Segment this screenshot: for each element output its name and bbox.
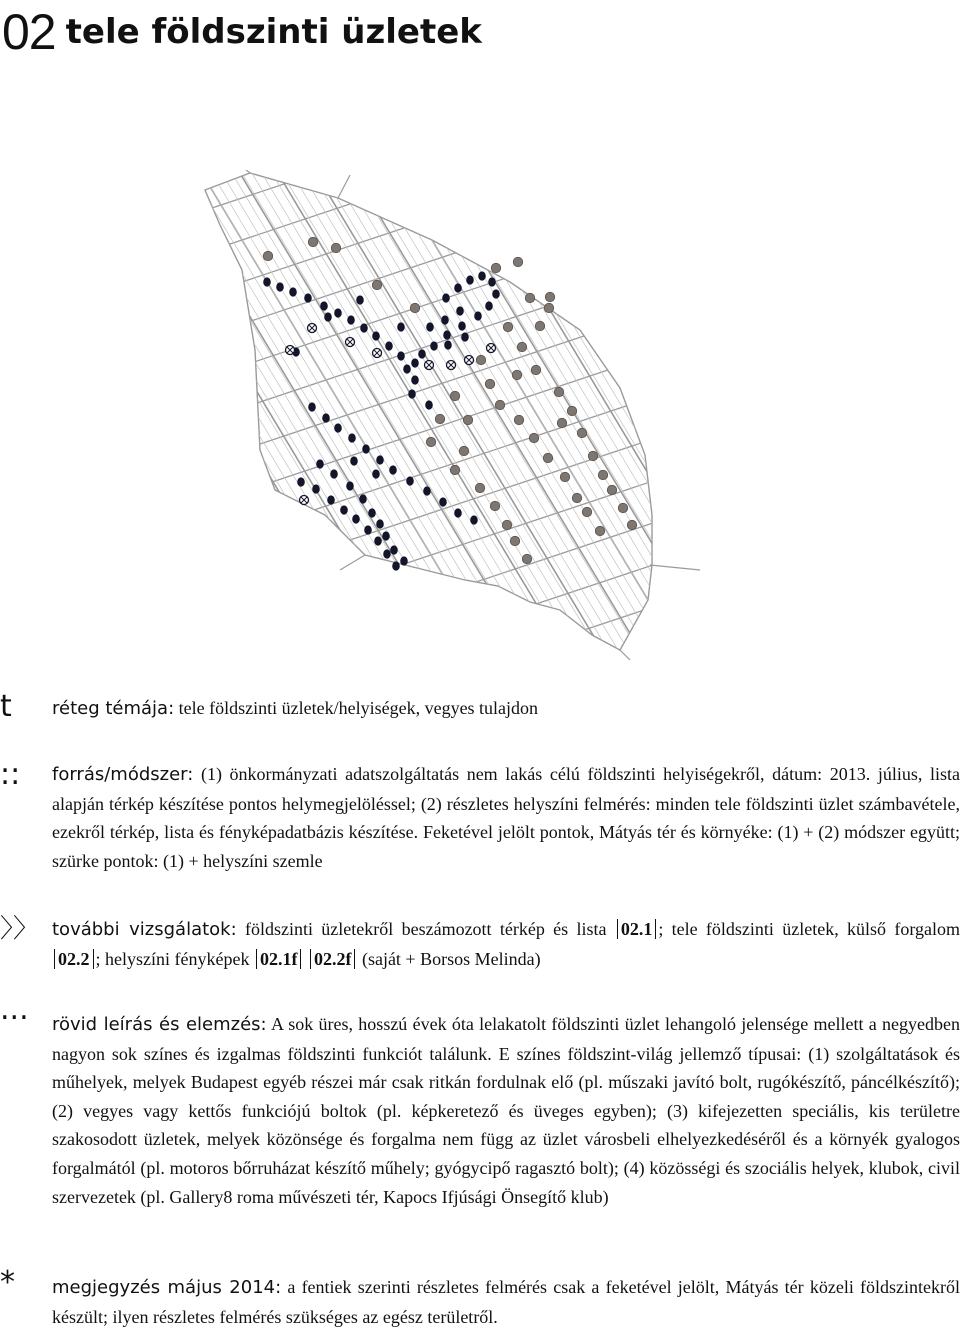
dark-point <box>470 515 478 524</box>
dark-point <box>376 455 384 464</box>
grey-point <box>510 536 520 546</box>
dark-point <box>444 340 452 349</box>
dark-point <box>390 545 398 554</box>
dark-point <box>334 308 342 317</box>
dark-point <box>492 289 500 298</box>
dark-point <box>372 469 380 478</box>
grey-point <box>544 303 554 313</box>
dark-point <box>458 321 466 330</box>
tovabbi-text-1: földszinti üzletekről beszámozott térkép és lista <box>245 919 607 939</box>
section-tovabbi <box>52 915 960 973</box>
grey-point <box>263 251 273 261</box>
grey-point <box>545 292 555 302</box>
crossed-point <box>465 356 474 365</box>
dark-point <box>406 476 414 485</box>
grey-point <box>543 453 553 463</box>
dark-point <box>324 312 332 321</box>
grey-point <box>490 501 500 511</box>
dark-point <box>456 306 464 315</box>
ref-02-1f: 02.1f <box>256 949 302 969</box>
dark-point <box>297 477 305 486</box>
grey-point <box>618 503 628 513</box>
grey-point <box>410 303 420 313</box>
dark-point <box>327 495 335 504</box>
dark-point <box>383 549 391 558</box>
dark-point <box>347 315 355 324</box>
dark-point <box>334 423 342 432</box>
crossed-point <box>346 338 355 347</box>
dark-point <box>308 402 316 411</box>
district-map <box>200 170 720 660</box>
rovid-text: A sok üres, hosszú évek óta lelakatolt földszinti üzlet lehangoló jelensége mellett a negyedben nagyon sok színes és izgalmas földszinti funkciót találunk. E színes földszint-világ jellemző típusai: (1) szolgáltatások és műhelyek, melyek Budapest egyéb részei már csak ritkán fordulnak elő (pl. műszaki javító bolt, rugókészítő, páncélkészítő); (2) vegyes vagy kettős funkciójú boltok (pl. képkeretező és üveges egyben); (3) kifejezetten speciális, kis területre szakosodott üzletek, melyek közönsége és forgalma nem függ az üzlet városbeli elhelyezkedéséről és a környék gyalogos forgalmától (pl. motoros bőrruházat készítő műhely; gyógycipő ragasztó bolt); (4) közösségi és szociális helyek, klubok, civil szervezetek (pl. Gallery8 roma művészeti tér, Kapocs Ifjúsági Önsegítő klub) <box>52 1014 960 1207</box>
dark-point <box>442 293 450 302</box>
dark-point <box>374 536 382 545</box>
grey-point <box>502 520 512 530</box>
dark-point <box>411 375 419 384</box>
marker-t: t <box>0 689 12 724</box>
crossed-point <box>308 324 317 333</box>
grey-point <box>491 263 501 273</box>
crossed-point <box>487 344 496 353</box>
dark-point <box>443 330 451 339</box>
grey-point <box>426 437 436 447</box>
grey-point <box>572 493 582 503</box>
rovid-label: rövid leírás és elemzés: <box>52 1014 267 1035</box>
grey-point <box>331 243 341 253</box>
ref-02-2f: 02.2f <box>310 949 356 969</box>
grey-point <box>595 526 605 536</box>
crossed-point <box>447 361 456 370</box>
dark-point <box>461 332 469 341</box>
dark-point <box>408 389 416 398</box>
grey-point <box>450 465 460 475</box>
dark-point <box>430 341 438 350</box>
dark-point <box>392 561 400 570</box>
dark-point <box>304 293 312 302</box>
dark-point <box>488 277 496 286</box>
dark-point <box>372 331 380 340</box>
tovabbi-text-3: ; helyszíni fényképek <box>95 948 250 969</box>
dark-point <box>348 433 356 442</box>
dark-point <box>418 349 426 358</box>
grey-point <box>522 554 532 564</box>
section-megjegyzes <box>52 1273 960 1331</box>
grey-point <box>513 257 523 267</box>
dark-point <box>454 283 462 292</box>
grey-point <box>459 446 469 456</box>
grey-point <box>503 322 513 332</box>
grey-point <box>435 414 445 424</box>
dark-point <box>426 322 434 331</box>
grey-point <box>495 400 505 410</box>
crossed-point <box>286 346 295 355</box>
page-title <box>2 2 482 62</box>
dark-point <box>400 556 408 565</box>
crossed-point <box>425 361 434 370</box>
chapter-number: 02 <box>2 4 56 60</box>
grey-point <box>531 365 541 375</box>
dark-point <box>364 525 372 534</box>
dark-point <box>478 271 486 280</box>
grey-point <box>517 342 527 352</box>
dark-point <box>289 287 297 296</box>
dark-point <box>352 514 360 523</box>
dark-point <box>389 465 397 474</box>
dark-point <box>485 301 493 310</box>
dark-point <box>312 484 320 493</box>
section-reteg <box>52 694 960 724</box>
dark-point <box>320 301 328 310</box>
forras-label: forrás/módszer: <box>52 764 194 785</box>
dark-point <box>403 364 411 373</box>
map-streets <box>200 170 720 660</box>
crossed-point <box>300 496 309 505</box>
dark-point <box>474 311 482 320</box>
dark-point <box>439 497 447 506</box>
dark-point <box>263 277 271 286</box>
dark-point <box>441 315 449 324</box>
dark-point <box>397 322 405 331</box>
grey-point <box>607 485 617 495</box>
dark-point <box>466 275 474 284</box>
section-forras <box>52 760 960 875</box>
reteg-label: réteg témája: <box>52 698 175 719</box>
reteg-text: tele földszinti üzletek/helyiségek, vegyes tulajdon <box>178 698 539 718</box>
dark-point <box>322 413 330 422</box>
grey-point <box>485 379 495 389</box>
dark-point <box>316 459 324 468</box>
section-rovid <box>52 1010 960 1211</box>
map-blocks <box>200 170 720 660</box>
grey-point <box>525 293 535 303</box>
grey-point <box>475 483 485 493</box>
grey-point <box>529 433 539 443</box>
grey-point <box>567 406 577 416</box>
dark-point <box>397 351 405 360</box>
grey-point <box>450 391 460 401</box>
grey-point <box>598 470 608 480</box>
tovabbi-label: további vizsgálatok: <box>52 919 237 940</box>
dark-point <box>362 444 370 453</box>
dark-point <box>368 508 376 517</box>
tovabbi-text-2: ; tele földszinti üzletek, külső forgalom <box>658 919 960 939</box>
grey-point <box>535 321 545 331</box>
dark-point <box>356 295 364 304</box>
grey-point <box>512 370 522 380</box>
dark-point <box>330 469 338 478</box>
grey-point <box>582 507 592 517</box>
dark-point <box>382 531 390 540</box>
grey-point <box>308 237 318 247</box>
grey-point <box>514 415 524 425</box>
dark-point <box>360 323 368 332</box>
marker-megjegyzes: * <box>0 1265 15 1300</box>
marker-tovabbi: 〉〉 <box>0 914 40 944</box>
grey-point <box>557 418 567 428</box>
ref-02-1: 02.1 <box>617 919 657 939</box>
grey-point <box>560 472 570 482</box>
megjegyzes-label: megjegyzés május 2014: <box>52 1277 282 1298</box>
marker-forras: :: <box>0 757 21 792</box>
grey-point <box>577 428 587 438</box>
dark-point <box>276 282 284 291</box>
crossed-point <box>373 349 382 358</box>
marker-rovid: ... <box>0 992 29 1027</box>
tovabbi-text-4: (saját + Borsos Melinda) <box>361 948 541 969</box>
grey-point <box>588 451 598 461</box>
grey-point <box>463 415 473 425</box>
dark-point <box>385 341 393 350</box>
dark-point <box>346 481 354 490</box>
dark-point <box>454 508 462 517</box>
chapter-title: tele földszinti üzletek <box>65 12 482 52</box>
ref-02-2: 02.2 <box>54 949 94 969</box>
dark-point <box>425 400 433 409</box>
grey-point <box>476 355 486 365</box>
dark-point <box>340 505 348 514</box>
grey-point <box>627 520 637 530</box>
dark-point <box>376 519 384 528</box>
dark-point <box>423 486 431 495</box>
dark-point <box>411 358 419 367</box>
megjegyzes-text: a fentiek szerinti részletes felmérés csak a feketével jelölt, Mátyás tér közeli földszintekről készült; ilyen részletes felmérés szükséges az egész területről. <box>52 1277 960 1327</box>
dark-point <box>359 494 367 503</box>
grey-point <box>372 280 382 290</box>
forras-text: (1) önkormányzati adatszolgáltatás nem lakás célú földszinti helyiségekről, dátum: 2013. július, lista alapján térkép készítése pontos helymegjelöléssel; (2) részletes helyszíni felmérés: minden tele földszinti üzlet számbavétele, ezekről térkép, lista és fényképadatbázis készítése. Feketével jelölt pontok, Mátyás tér és környéke: (1) + (2) módszer együtt; szürke pontok: (1) + helyszíni szemle <box>52 764 960 871</box>
dark-point <box>350 456 358 465</box>
grey-point <box>554 387 564 397</box>
